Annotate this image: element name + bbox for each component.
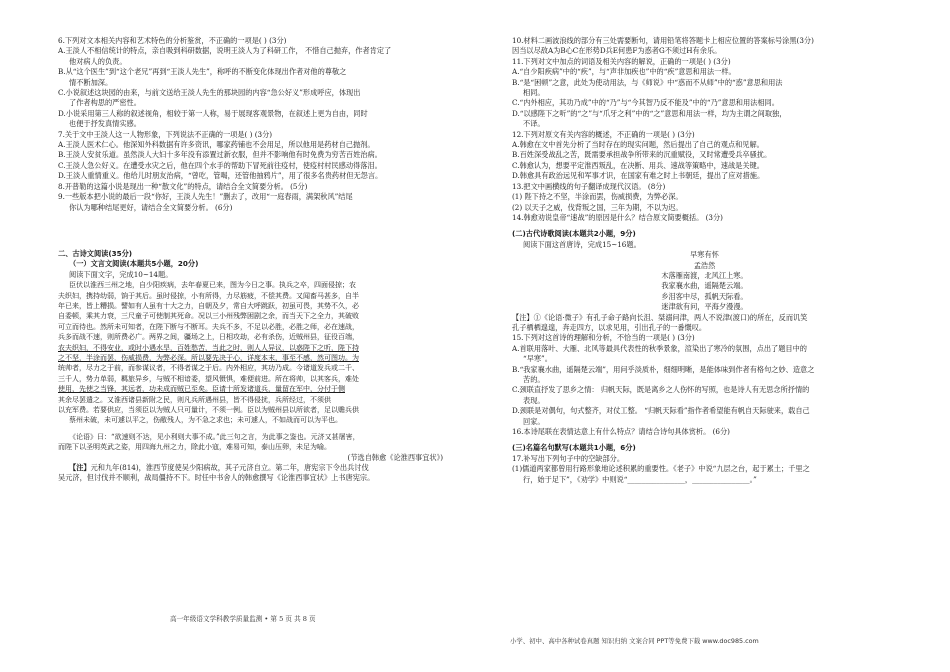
- passage-line-underlined: 使用，先使之当锋，其远者，功未成而贼已至矣。臣请十所发诸道兵，量留在军中，分付于侧: [58, 385, 345, 394]
- passage-line: 年已来，皆上糟损。譬如有人虽有十大之力，自朝及夕，常自大呼跳跃，初虽可畏，其势不久，必: [58, 301, 359, 310]
- passage-line: 夫织妇，携持幼弱，饷于其后。虽时侵掠，小有所得，力尽筋疲，不偿其费。又闻畜马甚多，自半: [58, 291, 359, 300]
- q10-line: 因当以尽敌A为B心C在形势D兵E何患F为惑者G不须过H有余乐。: [512, 46, 722, 56]
- q6-line: A.王淡人不相信统计的特点，亲自吸到科研数据，说明王淡人为了科研工作， 不惜自己抛弃，作者肯定了: [58, 46, 392, 56]
- q11-line: C.“内外相应，其功乃成”中的“乃”与“今其智乃反不能及”中的“乃”意思和用法相同。: [512, 98, 779, 108]
- passage-line: 其余尽罢遣之。又淮西诸县新附之民，则凡兵所遇州县，皆不得侵扰，兵所经过，不须供: [58, 395, 331, 404]
- question-14: 14.韩愈劝说皇帝“速战”的原因是什么？结合原文简要概括。 (3分): [512, 212, 723, 222]
- q6-line: C.小说叙述这块园的由来，与前文送给王淡人先生的那块园的内容“急公好义”形成呼应，体现出: [58, 88, 361, 98]
- poem-line: 我家襄水曲，遥隔楚云端。: [661, 281, 748, 291]
- q6-line: 他对病人的负责。: [69, 56, 127, 66]
- left-column: [58, 36, 443, 484]
- q15-line: 回家。: [523, 416, 545, 426]
- passage-line: 臣伏以淮西三州之地，自少阳疾病，去年春夏已来，图为今日之事。执兵之卒，四面侵掠；农: [69, 281, 356, 290]
- q17-line: 行，始于足下”，《劝学》中则说“________________，________________。”: [523, 474, 757, 484]
- site-footer: 小学、初中、高中各种试卷真题 知识归纳 文案合同 PPT等免费下载 www.doc985.com: [510, 637, 759, 645]
- q15-line: “早寒”。: [523, 354, 552, 364]
- q7-line: 7.关于文中王淡人这一人物形象，下列说法不正确的一项是( ) (3分): [58, 129, 273, 139]
- subsection-heading-dictation: (三)名篇名句默写(本题共1小题，6分): [512, 443, 636, 453]
- passage-line-underlined: 农夫织妇，不得安业，或时小遇水旱，百姓愁苦，当此之时，则人人异议，以惑陛下之听，陛下持: [58, 343, 359, 352]
- note-line: 元和九年(814)，淮西节度使吴少阳病故，其子元济自立。第二年，唐宪宗下令出兵讨伐: [90, 463, 369, 473]
- poem-note: [512, 313, 897, 334]
- q15-line: 苦的。: [523, 375, 545, 384]
- note-line: 吴元济，但讨伐并不顺利，战局僵持不下。时任中书舍人的韩愈撰写《论淮西事宜状》上书唐宪宗。: [58, 473, 375, 483]
- passage-line: 自委顿，乘其力衰，三尺童子可使制其死命。况以三小州残弊困剧之余，而当天下之全力，其破败: [58, 312, 359, 321]
- passage-line-underlined: 之不坚，半涂而罢，伤威损费，为弊必深。所以要先决于心，详度本末，事至不感，然可图功。为: [58, 353, 359, 362]
- q15-line: D.颈联是对偶句，句式整齐，对仗工整。 “归帆天际看”指作者希望能有帆自天际驶来，载自己: [512, 406, 810, 416]
- passage-line: 三千人，势力单弱，羁旅异乡，与贼不相谙委，望风慑惧，难便前进。所在将帅，以其客兵，难处: [58, 374, 359, 383]
- poem-note-line: 【注】①《论语·微子》有孔子命子路向长沮、桀溺问津，两人不说津(渡口)的所在，反而讥笑: [512, 312, 808, 322]
- q13-line: 13.把文中画横线的句子翻译成现代汉语。 (8分): [512, 181, 666, 191]
- question-15: [512, 333, 897, 427]
- poem-author: 孟浩然: [693, 260, 716, 270]
- question-11: [512, 57, 897, 130]
- q13-line: (2) 以天子之威，伐背叛之国，三年为期，不以为迟。: [512, 202, 683, 212]
- question-13: [512, 182, 897, 213]
- q6-line: 6.下列对文本相关内容和艺术特色的分析鉴赏，不正确的一项是( ) (3分): [58, 36, 287, 45]
- q11-line: B.“是“困顿”之意，此处为使动用法，与《师说》中“惑而不从师”中的“惑”意思和用法: [512, 77, 783, 87]
- passage-line: 以充军费。若要供应，当须臣以为贼人只可量计，不须一例。臣以为贼州县以所欲者，足以赡兵供: [58, 406, 359, 414]
- q10-line: 10.材料二画波浪线的部分有三处需要断句，请用铅笔将答题卡上相应位置的答案标号涂黑(3分): [512, 36, 814, 45]
- q12-line: B.百姓深受战乱之苦，既需要承担战争所带来的沉重赋役，又时常遭受兵卒骚扰。: [512, 150, 772, 160]
- q15-line: 15.下列对这首诗的理解和分析，不恰当的一项是( ) (3分): [512, 333, 695, 343]
- q17-line: (1)儒道两家都曾用行路形象地论述积累的重要性。《老子》中说“九层之台，起于累土；千里之: [512, 464, 810, 474]
- poem-title: 早寒有怀: [690, 250, 719, 260]
- right-column: [512, 36, 897, 485]
- q13-line: (1) 陛下持之不坚，半涂而罢，伤威损费，为弊必深。: [512, 192, 683, 202]
- page-footer: 高一年级语文学科教学质量监测 • 第 5 页 共 8 页: [170, 615, 316, 623]
- q6-line: B.从“这个医生”到“这个老兄”再到“王淡人先生”，称呼的不断变化体现出作者对他的尊敬之: [58, 67, 347, 77]
- q6-line: 情不断加深。: [69, 77, 113, 87]
- passage-line: 可立而待也。然所未可知者，在陛下断与不断耳。夫兵不多，不足以必胜，必胜之师，必在速战，: [58, 322, 359, 331]
- q7-line: D.王淡人重情重义。他给儿时朋友治病，“曾吃，管喝，还管他抽鸦片”，用了很多名贵药材但无怨言。: [58, 171, 383, 181]
- question-7: [58, 130, 443, 182]
- q11-line: 不译。: [523, 119, 545, 129]
- q7-line: C.王淡人急公好义。在遭受水灾之后，他在四个水手的帮助下冒死前往疫村，使疫村村民感动得落泪。: [58, 160, 382, 170]
- question-16: 16.本诗尾联在表情达意上有什么特点？请结合诗句具体赏析。 (6分): [512, 427, 730, 437]
- q15-line: B.“我家襄水曲，遥隔楚云端”，用问乎淡质朴，细细明晰，是能体味到作者有格句之妙、造意之: [512, 364, 815, 374]
- passage-line: 兵多而战不速，则所费必广。两界之间，疆场之上，日相攻劫，必有杀伤，近贼州县，征役百端，: [58, 333, 359, 342]
- question-9: [58, 192, 443, 213]
- reading-instruction: 阅读下面文字，完成10~14题。: [69, 269, 173, 279]
- q6-line: D.小说采用第三人称的叙述视角，相较于第一人称，易于展现客观景物，在叙述上更为自由，同时: [58, 108, 368, 118]
- question-6: [58, 36, 443, 130]
- passage-source: (节选自韩愈《论淮西事宜状》): [347, 452, 443, 462]
- q7-line: B.王淡人安贫乐道。虽然淡人大妇十多年没有添置过新衣服，但并不影响他有时免费为穷苦百姓治病。: [58, 150, 382, 160]
- q9-line: 你认为哪种结尾更好，请结合全文简要分析。 (6分): [69, 202, 233, 212]
- q11-line: A.“自少阳疾病”中的“疾”，与“声非加疾也”中的“疾”意思和用法一样。: [512, 67, 736, 77]
- subsection-heading-prose: （一）文言文阅读(本题共5小题，20分): [69, 259, 199, 269]
- subsection-heading-poetry: (二)古代诗歌阅读(本题共2小题，9分): [512, 229, 636, 239]
- question-10: [512, 36, 897, 57]
- q6-line: 了作者构思的严密性。: [69, 98, 141, 108]
- q9-line: 9.一些版本把小说的最后一段“你好，王淡人先生！”删去了，改用“一庭春雨，满架秋风”结尾: [58, 192, 353, 202]
- question-17: [512, 454, 897, 485]
- q6-line: 也便于抒发真情实感。: [69, 119, 141, 129]
- passage-note: [58, 463, 443, 484]
- section-heading-classical: 二、古诗文阅读(35分): [58, 248, 133, 258]
- q11-line: 相同。: [523, 88, 545, 98]
- q12-line: D.韩愈具有政治远见和军事才识，在国家有难之时上书朝廷，提出了应对措施。: [512, 171, 765, 181]
- poem-line: 乡泪客中尽，孤帆天际看。: [661, 291, 748, 301]
- question-12: [512, 130, 897, 182]
- classical-passage: [58, 280, 443, 453]
- q15-line: 表现。: [523, 395, 545, 405]
- passage-line: 蔡州未破，未可遽以平之，伤敝残人，为不急之求也；未可遽人，不如战而可以为平也。: [69, 416, 342, 425]
- q15-line: C.颈联直抒发了思乡之情： 归帆天际，既是离乡之人伤怀的写照，也是诗人有无思念所抒情的: [512, 385, 810, 395]
- q11-line: D.“以感陛下之听”的“之”与“爪牙之利”中的“之”意思和用法一样，均为主谓之间取独，: [512, 108, 787, 118]
- passage-line: 而陛下以圣明英武之姿，用四海九州之力，除此小寇，难易可知，泰山压卵，未足为喻。: [58, 443, 331, 452]
- passage-line: 《论语》曰：“欲速则不达，见小利则大事不成。”此三句之言，为此事之鉴也。元济又甚屠害，: [69, 432, 360, 441]
- q12-line: C.韩愈认为，想要平定淮西叛乱，在决断、用兵、速战等策略中，速战是关键。: [512, 160, 764, 170]
- poem-line: 迷津欲有问，平海夕漫漫。: [661, 302, 748, 312]
- q11-line: 11.下列对文中加点的词语及相关内容的解说，正确的一项是( ) (3分): [512, 56, 731, 66]
- passage-line: 统帅者，尽力之于前，而参谋议者，不得者谋之于后。内外相应，其功乃成。今诸道发兵或二千、: [58, 364, 359, 373]
- q7-line: A.王淡人医术仁心。他深知外科数据有许多资讯，哪家药铺也不会用足，所以他用是药材自己抛剂。: [58, 140, 375, 150]
- note-marker: 【注】: [69, 463, 91, 473]
- poem-note-line: 孔子栖栖遑遑，奔走四方，以求见用，引出孔子的一番慨叹。: [512, 322, 707, 332]
- poem-line: 木落雁南渡，北风江上寒。: [661, 270, 748, 280]
- reading-instruction: 阅读下面这首唐诗，完成15~16题。: [523, 239, 641, 249]
- q12-line: 12.下列对原文有关内容的概述，不正确的一项是( ) (3分): [512, 129, 695, 139]
- q15-line: A.首联用落叶、大雁、北风等最具代表性的秋季景象，渲染出了寒冷的氛围，点出了题目中的: [512, 343, 807, 353]
- poem: [512, 250, 897, 312]
- q12-line: A.韩愈在文中首先分析了当时存在的现实问题，然后提出了自己的观点和见解。: [512, 140, 764, 150]
- q17-line: 17.补写出下列句子中的空缺部分。: [512, 453, 625, 463]
- question-8: 8.开普勒的这篇小说是现出一种“散文化”的特点，请结合全文简要分析。 (5分): [58, 181, 308, 191]
